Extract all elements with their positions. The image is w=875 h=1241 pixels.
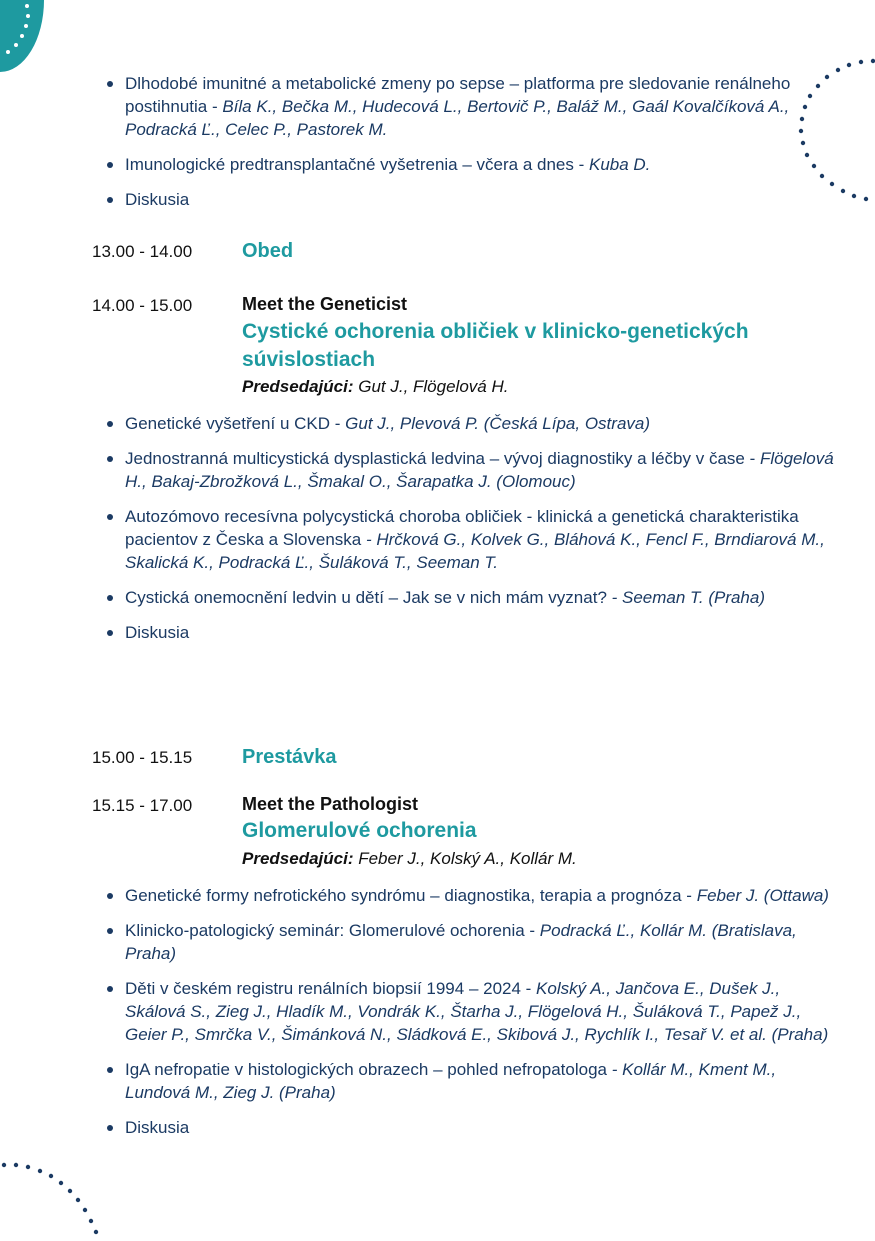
- talk-authors: - Hrčková G., Kolvek G., Bláhová K., Fencl F., Brndiarová M., Skalická K., Podracká Ľ., Šuláková T., Seeman T.: [125, 530, 825, 572]
- talk-title: Diskusia: [125, 623, 190, 642]
- talk-title: Cystická onemocnění ledvin u dětí – Jak se v nich mám vyznat?: [125, 588, 612, 607]
- talk-title: IgA nefropatie v histologických obrazech – pohled nefropatologa: [125, 1060, 612, 1079]
- session-meet-label: Meet the Pathologist: [242, 794, 419, 814]
- talk-title: Dlhodobé imunitné a metabolické zmeny po sepse – platforma pre sledovanie renálneho postihnutia -: [125, 74, 791, 116]
- break-time: 15.00 - 15.15: [92, 748, 193, 767]
- talk-authors: Kuba D.: [588, 155, 651, 174]
- talk-authors: Flögelová H., Bakaj-Zbrožková L., Šmakal O., Šarapatka J. (Olomouc): [125, 449, 834, 491]
- talk-title: Jednostranná multicystická dysplastická ledvina – vývoj diagnostiky a léčby v čase -: [125, 449, 760, 468]
- talk-title: Genetické formy nefrotického syndrómu – diagnostika, terapia a prognóza -: [125, 886, 697, 905]
- list-item: [0, 1058, 875, 1104]
- talk-title: Diskusia: [125, 1118, 190, 1137]
- list-item: [0, 884, 875, 907]
- chair-label: Predsedajúci:: [242, 377, 354, 396]
- list-item: [0, 188, 875, 211]
- talk-authors: Feber J. (Ottawa): [696, 886, 829, 905]
- top-talk-list: [0, 72, 875, 223]
- talk-title: Autozómovo recesívna polycystická choroba obličiek - klinická a genetická charakteristika pacientov z Česka a Slovenska: [125, 507, 799, 549]
- talk-authors: - Seeman T. (Praha): [611, 588, 766, 607]
- list-item: [0, 919, 875, 965]
- list-item: [0, 153, 875, 176]
- chair-label: Predsedajúci:: [242, 849, 354, 868]
- talk-authors: Gut J., Plevová P. (Česká Lípa, Ostrava): [345, 414, 651, 433]
- session-time: 15.15 - 17.00: [92, 796, 193, 815]
- talk-authors: - Kollár M., Kment M., Lundová M., Zieg J. (Praha): [125, 1060, 777, 1102]
- list-item: [0, 586, 875, 609]
- chair-names: Gut J., Flögelová H.: [353, 377, 509, 396]
- talk-title: Imunologické predtransplantačné vyšetrenia – včera a dnes -: [125, 155, 589, 174]
- session-chairs: [242, 849, 577, 869]
- talk-title: Diskusia: [125, 190, 190, 209]
- dotted-arc-bottom-left-decoration: [0, 1155, 110, 1241]
- talk-authors: Bíla K., Bečka M., Hudecová L., Bertovič P., Baláž M., Gaál Kovalčíková A., Podracká Ľ., Celec P., Pastorek M.: [125, 97, 790, 139]
- list-item: [0, 505, 875, 574]
- lunch-title: Obed: [242, 240, 294, 262]
- corner-teal-circle-decoration: [0, 0, 60, 80]
- session-title: Cystické ochorenia obličiek v klinicko-genetických súvislostiach: [242, 320, 749, 371]
- session1-talk-list: [0, 412, 875, 656]
- session-time: 14.00 - 15.00: [92, 296, 193, 315]
- talk-title: Genetické vyšetření u CKD -: [125, 414, 346, 433]
- talk-authors: Kolský A., Jančova E., Dušek J., Skálová S., Zieg J., Hladík M., Vondrák K., Štarha J., Flögelová H., Šuláková T., Papež J., Geier P., Smrčka V., Šimánková N., Sládková E., Skibová J., Rychlík I., Tesař V. et al. (Praha): [125, 979, 829, 1044]
- break-title: Prestávka: [242, 746, 337, 768]
- list-item: [0, 447, 875, 493]
- lunch-time: 13.00 - 14.00: [92, 242, 193, 261]
- chair-names: Feber J., Kolský A., Kollár M.: [353, 849, 577, 868]
- session-title: Glomerulové ochorenia: [242, 819, 477, 842]
- talk-title: Děti v českém registru renálních biopsií 1994 – 2024 -: [125, 979, 537, 998]
- talk-authors: Podracká Ľ., Kollár M. (Bratislava, Praha): [125, 921, 797, 963]
- list-item: [0, 412, 875, 435]
- list-item: [0, 977, 875, 1046]
- session2-talk-list: [0, 884, 875, 1151]
- talk-title: Klinicko-patologický seminár: Glomerulové ochorenia -: [125, 921, 540, 940]
- list-item: [0, 621, 875, 644]
- list-item: [0, 1116, 875, 1139]
- list-item: [0, 72, 875, 141]
- session-chairs: [242, 377, 508, 397]
- session-meet-label: Meet the Geneticist: [242, 294, 408, 314]
